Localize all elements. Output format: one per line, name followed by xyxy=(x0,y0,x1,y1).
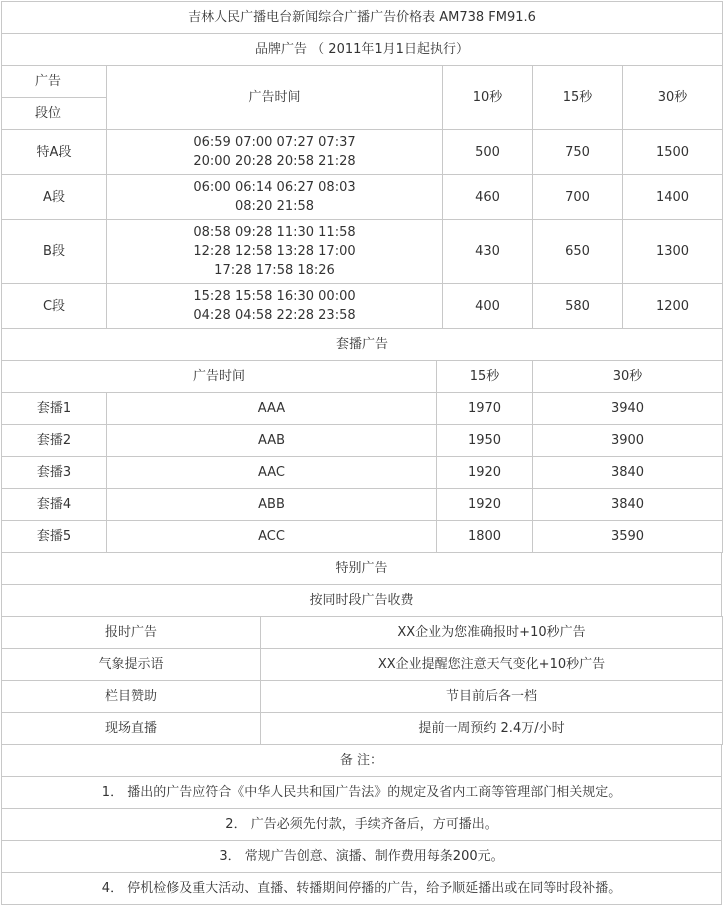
special-ad-table xyxy=(1,616,723,745)
table-row xyxy=(2,649,723,681)
header-10s: 10秒 xyxy=(443,66,533,130)
package-combo: AAB xyxy=(107,425,437,457)
table-row xyxy=(2,457,723,489)
brand-ad-table xyxy=(1,1,723,361)
special-desc: XX企业为您准确报时+10秒广告 xyxy=(261,617,723,649)
note-item: 4． 停机检修及重大活动、直播、转播期间停播的广告，给予顺延播出或在同等时段补播。 xyxy=(2,873,722,905)
header-slot-label: 段位 xyxy=(2,98,107,130)
price-30s: 1400 xyxy=(623,175,723,220)
package-price-15s: 1800 xyxy=(437,521,533,553)
price-30s: 1500 xyxy=(623,130,723,175)
special-name: 栏目赞助 xyxy=(2,681,261,713)
package-name: 套播5 xyxy=(2,521,107,553)
price-30s: 1300 xyxy=(623,220,723,284)
special-ad-heading-table xyxy=(1,552,722,617)
header-ad-label: 广告 xyxy=(2,66,107,98)
price-30s: 1200 xyxy=(623,284,723,329)
price-15s: 650 xyxy=(533,220,623,284)
notes-heading: 备 注： xyxy=(2,745,722,777)
package-price-30s: 3940 xyxy=(533,393,723,425)
table-row xyxy=(2,681,723,713)
package-ad-table xyxy=(1,360,723,553)
slot-name: A段 xyxy=(2,175,107,220)
price-10s: 430 xyxy=(443,220,533,284)
package-combo: AAA xyxy=(107,393,437,425)
table-row xyxy=(2,425,723,457)
header-15s: 15秒 xyxy=(533,66,623,130)
package-price-15s: 1950 xyxy=(437,425,533,457)
table-row xyxy=(2,617,723,649)
package-price-30s: 3590 xyxy=(533,521,723,553)
table-row xyxy=(2,175,723,220)
package-price-15s: 1920 xyxy=(437,457,533,489)
package-combo: ABB xyxy=(107,489,437,521)
page-title: 吉林人民广播电台新闻综合广播广告价格表 AM738 FM91.6 xyxy=(2,2,723,34)
price-15s: 750 xyxy=(533,130,623,175)
slot-times: 06:00 06:14 06:27 08:03 08:20 21:58 xyxy=(107,175,443,220)
price-15s: 580 xyxy=(533,284,623,329)
table-row xyxy=(2,393,723,425)
package-header-30s: 30秒 xyxy=(533,361,723,393)
price-10s: 500 xyxy=(443,130,533,175)
slot-name: C段 xyxy=(2,284,107,329)
header-ad-time: 广告时间 xyxy=(107,66,443,130)
package-price-30s: 3840 xyxy=(533,489,723,521)
package-name: 套播3 xyxy=(2,457,107,489)
brand-ad-heading: 品牌广告 （ 2011年1月1日起执行） xyxy=(2,34,723,66)
note-item: 3． 常规广告创意、演播、制作费用每条200元。 xyxy=(2,841,722,873)
price-10s: 460 xyxy=(443,175,533,220)
special-ad-heading: 特别广告 xyxy=(2,553,722,585)
package-ad-heading: 套播广告 xyxy=(2,329,723,361)
slot-times: 15:28 15:58 16:30 00:00 04:28 04:58 22:28 23:58 xyxy=(107,284,443,329)
price-15s: 700 xyxy=(533,175,623,220)
note-item: 1． 播出的广告应符合《中华人民共和国广告法》的规定及省内工商等管理部门相关规定。 xyxy=(2,777,722,809)
slot-name: B段 xyxy=(2,220,107,284)
table-row xyxy=(2,489,723,521)
slot-name: 特A段 xyxy=(2,130,107,175)
package-price-30s: 3900 xyxy=(533,425,723,457)
notes-table xyxy=(1,744,722,905)
package-name: 套播1 xyxy=(2,393,107,425)
table-row xyxy=(2,284,723,329)
special-name: 现场直播 xyxy=(2,713,261,745)
table-row xyxy=(2,130,723,175)
special-name: 报时广告 xyxy=(2,617,261,649)
table-row xyxy=(2,521,723,553)
slot-times: 08:58 09:28 11:30 11:58 12:28 12:58 13:28 17:00 17:28 17:58 18:26 xyxy=(107,220,443,284)
table-row xyxy=(2,220,723,284)
special-desc: 提前一周预约 2.4万/小时 xyxy=(261,713,723,745)
slot-times: 06:59 07:00 07:27 07:37 20:00 20:28 20:58 21:28 xyxy=(107,130,443,175)
package-price-30s: 3840 xyxy=(533,457,723,489)
special-ad-subheading: 按同时段广告收费 xyxy=(2,585,722,617)
header-30s: 30秒 xyxy=(623,66,723,130)
package-price-15s: 1970 xyxy=(437,393,533,425)
table-row xyxy=(2,713,723,745)
price-10s: 400 xyxy=(443,284,533,329)
note-item: 2． 广告必须先付款，手续齐备后，方可播出。 xyxy=(2,809,722,841)
special-desc: XX企业提醒您注意天气变化+10秒广告 xyxy=(261,649,723,681)
package-combo: AAC xyxy=(107,457,437,489)
special-name: 气象提示语 xyxy=(2,649,261,681)
package-name: 套播2 xyxy=(2,425,107,457)
package-combo: ACC xyxy=(107,521,437,553)
package-name: 套播4 xyxy=(2,489,107,521)
package-price-15s: 1920 xyxy=(437,489,533,521)
package-header-time: 广告时间 xyxy=(2,361,437,393)
special-desc: 节目前后各一档 xyxy=(261,681,723,713)
package-header-15s: 15秒 xyxy=(437,361,533,393)
